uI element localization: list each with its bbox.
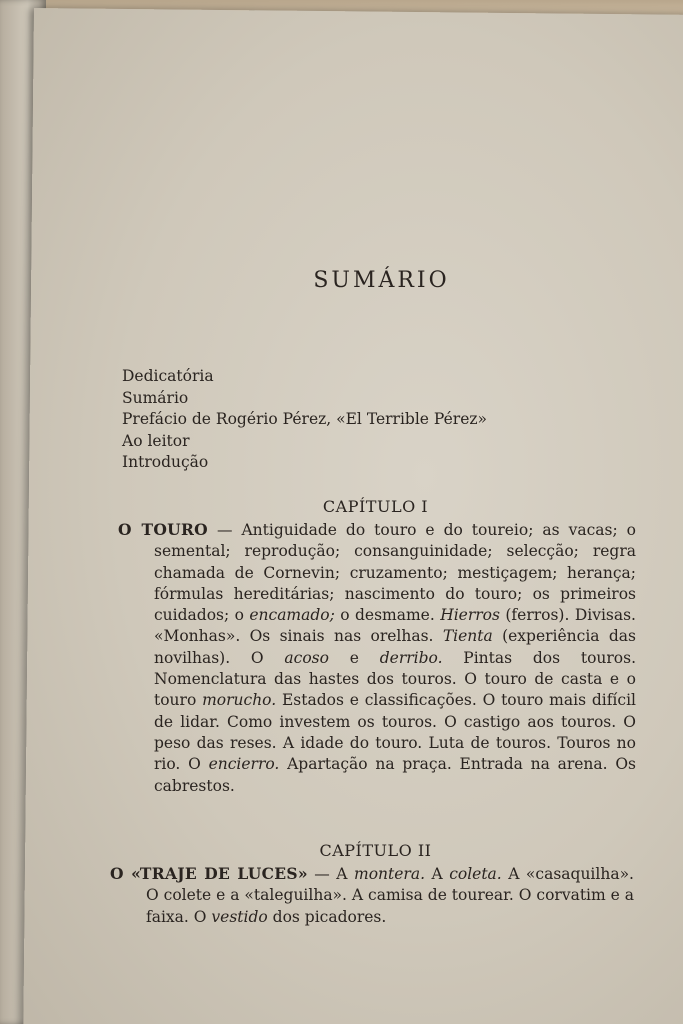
front-matter-item: Introdução xyxy=(122,453,209,471)
text-run: — Antiguidade do touro e do toureio; as vacas; o semental; reprodução; consanguinidade; selecção; regra chamada de Cornevin; cruzamento; mestiçagem; herança; fórmulas hereditárias; nascimento do touro; os primeiros cuidados; o xyxy=(154,521,637,625)
page-title: SUMÁRIO xyxy=(313,268,450,293)
text-run: Pintas dos touros. Nomenclatura das hastes dos touros. O touro de casta e o touro xyxy=(154,648,637,710)
italic-term: coleta. xyxy=(449,865,502,883)
chapter-2-lead: O «TRAJE DE LUCES» xyxy=(110,864,308,883)
italic-term: Hierros xyxy=(440,606,500,625)
front-matter-item: Ao leitor xyxy=(122,431,190,450)
front-matter-item: Dedicatória xyxy=(122,367,214,385)
text-run: o desmame. xyxy=(334,606,441,625)
italic-term: Tienta xyxy=(442,627,493,646)
italic-term: montera. xyxy=(354,865,425,883)
italic-term: morucho. xyxy=(202,691,277,710)
chapter-2-heading: CAPÍTULO II xyxy=(319,841,432,860)
italic-term: encamado; xyxy=(249,606,335,625)
text-run: Estados e classificações. O touro mais difícil de lidar. Como investem os touros. O castigo aos touros. O peso das reses. A idade do touro. Luta de touros. Touros no rio. O xyxy=(154,691,636,774)
text-run: Apartação na praça. Entrada na arena. Os cabrestos. xyxy=(154,755,636,795)
text-run: e xyxy=(328,648,380,667)
front-matter-item: Prefácio de Rogério Pérez, «El Terrible Pérez» xyxy=(122,410,488,428)
chapter-1-lead: O TOURO xyxy=(118,520,208,539)
chapter-1-heading: CAPÍTULO I xyxy=(322,497,429,516)
chapter-1-text xyxy=(154,521,636,795)
italic-term: vestido xyxy=(211,907,268,926)
chapter-2-entry xyxy=(110,863,634,928)
text-run: (experiência das novilhas). O xyxy=(154,627,636,667)
text-run: dos picadores. xyxy=(267,907,387,926)
text-run: A xyxy=(425,865,450,883)
front-matter-item: Sumário xyxy=(122,388,189,407)
italic-term: derribo. xyxy=(379,648,443,667)
italic-term: encierro. xyxy=(208,755,280,774)
chapter-1-entry xyxy=(118,519,636,797)
italic-term: acoso xyxy=(284,648,329,667)
text-run: A «casaquilha». O colete e a «taleguilha». A camisa de tourear. O corvatim e a faixa. O xyxy=(146,865,634,926)
front-matter-list xyxy=(122,366,487,474)
text-run: (ferros). Divisas. «Monhas». Os sinais nas orelhas. xyxy=(154,606,636,646)
text-run: — A xyxy=(307,865,354,883)
